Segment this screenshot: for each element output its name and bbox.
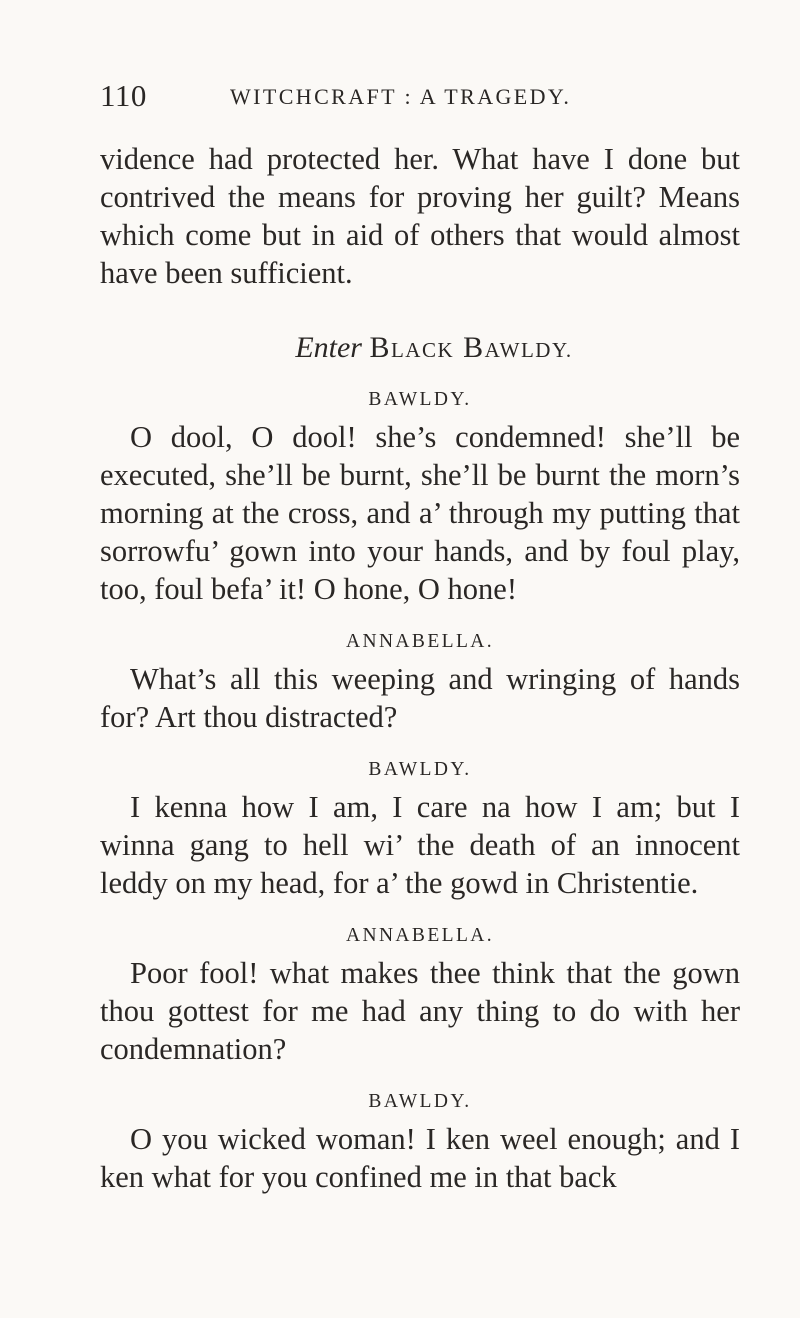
stage-direction xyxy=(100,329,740,369)
speaker-name: BAWLDY. xyxy=(368,389,472,410)
speech-text: I kenna how I am, I care na how I am; but I winna gang to hell wi’ the death of an innocent leddy on my head, for a’ the gowd in Christentie. xyxy=(100,790,740,900)
speaker-name: BAWLDY. xyxy=(368,1091,472,1112)
stage-direction-enter: Enter xyxy=(295,331,362,364)
char-name-rest-2: AWLDY. xyxy=(484,338,573,362)
running-head xyxy=(100,78,740,118)
opening-paragraph: vidence had protected her. What have I done but contrived the means for proving her guilt? Means which come but in aid of others that would almost have been sufficient. xyxy=(100,142,740,290)
char-name-initial-2: B xyxy=(463,331,485,364)
speech-text: Poor fool! what makes thee think that the gown thou gottest for me had any thing to do with her condemnation? xyxy=(100,956,740,1066)
char-name-initial-1: B xyxy=(369,331,391,364)
speaker-name: ANNABELLA. xyxy=(345,631,495,652)
speech-text: O dool, O dool! she’s condemned! she’ll be executed, she’ll be burnt, she’ll be burnt the morn’s morning at the cross, and a’ through my putting that sorrowfu’ gown into your hands, and by foul play, too, foul befa’ it! O hone, O hone! xyxy=(100,420,740,606)
stage-direction-character xyxy=(369,331,572,364)
page-number: 110 xyxy=(100,78,147,113)
body-text xyxy=(100,140,740,1196)
speaker-name: ANNABELLA. xyxy=(345,925,495,946)
speech-text: What’s all this weeping and wringing of hands for? Art thou distracted? xyxy=(100,662,740,734)
speaker-name: BAWLDY. xyxy=(368,759,472,780)
speech-text: O you wicked woman! I ken weel enough; and I ken what for you confined me in that back xyxy=(100,1122,740,1194)
running-title: WITCHCRAFT : A TRAGEDY. xyxy=(230,84,572,109)
char-name-rest-1: LACK xyxy=(390,338,455,362)
